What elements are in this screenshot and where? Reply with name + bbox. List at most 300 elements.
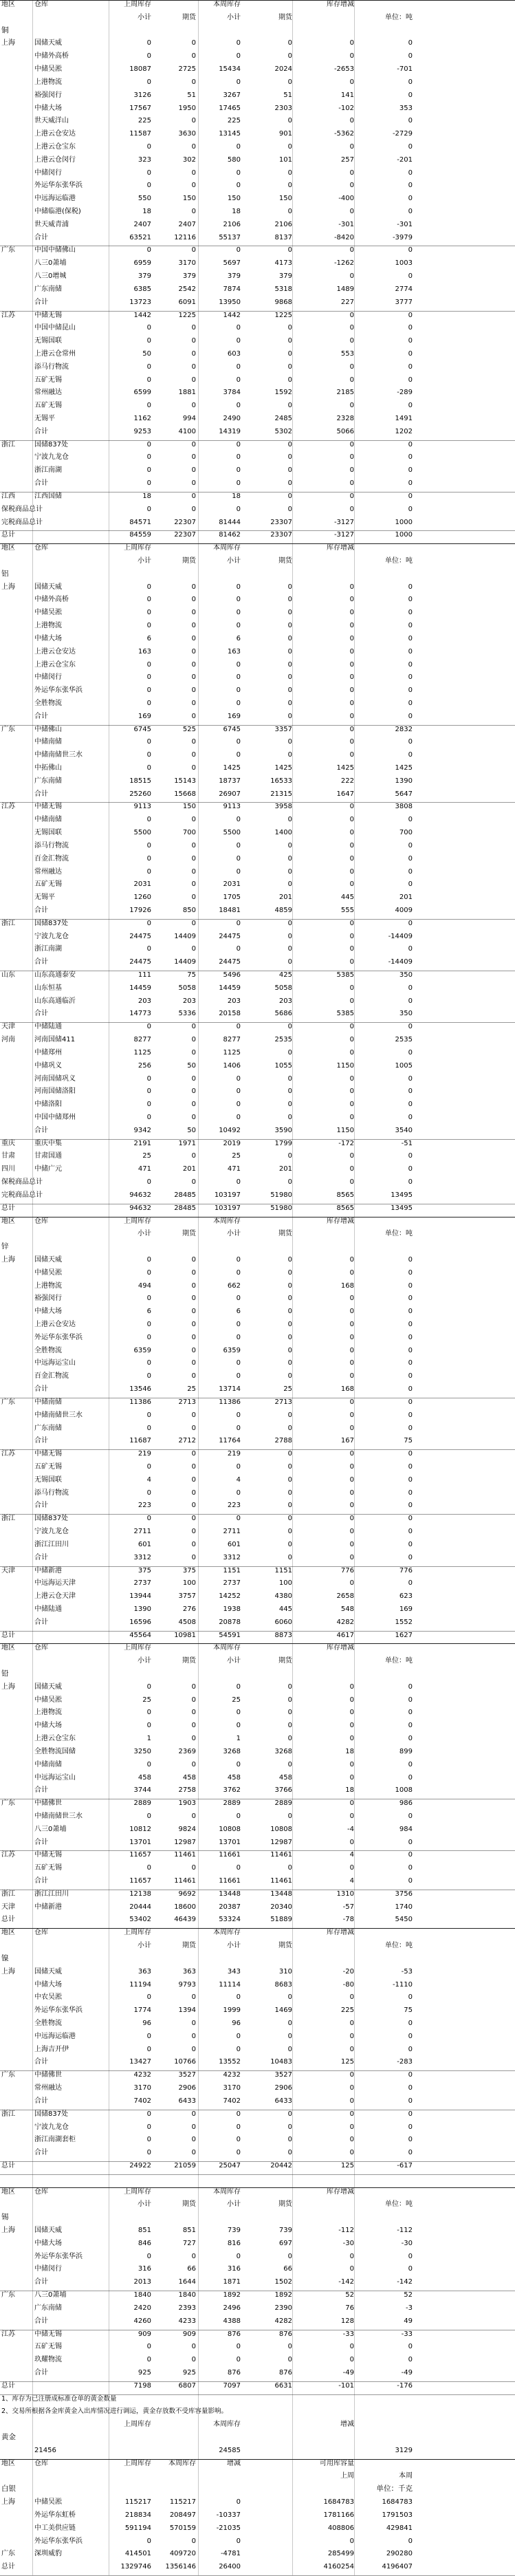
this-week-futures-cell: 0 xyxy=(287,2343,292,2351)
this-week-subtotal-cell: 0 xyxy=(236,816,241,824)
stock-change-cell: -78 xyxy=(342,1916,354,1924)
table-row xyxy=(0,2304,515,2313)
last-week-futures-cell: 727 xyxy=(182,2239,196,2247)
last-week-futures-cell: 14409 xyxy=(174,958,196,966)
last-week-subtotal-cell: 0 xyxy=(146,362,151,371)
futures-change-cell: 0 xyxy=(408,1048,413,1057)
stock-change-cell: -112 xyxy=(338,2227,354,2235)
this-week-subtotal-cell: 0 xyxy=(236,1812,241,1820)
this-week-futures-cell: 0 xyxy=(287,945,292,953)
this-week-futures-cell: 0 xyxy=(287,1295,292,1303)
last-week-subtotal-cell xyxy=(110,570,151,578)
this-week-futures-cell xyxy=(244,2459,292,2468)
futures-change-cell: 0 xyxy=(408,1268,413,1277)
this-week-subtotal-cell: 0 xyxy=(236,2032,241,2040)
this-week-futures-cell: 425 xyxy=(278,971,292,979)
last-week-subtotal-cell: 0 xyxy=(146,660,151,669)
region-cell xyxy=(1,1009,34,1018)
table-row xyxy=(0,52,515,61)
stock-change-cell xyxy=(296,2174,354,2183)
last-week-futures-cell: 1394 xyxy=(178,2006,196,2015)
total-row xyxy=(0,2381,515,2390)
this-week-futures-cell: 4282 xyxy=(274,2317,292,2325)
last-week-subtotal-cell: 5500 xyxy=(133,829,151,837)
warehouse-cell: 无锡国联 xyxy=(34,1475,62,1484)
last-week-futures-cell: 3630 xyxy=(178,130,196,138)
stock-change-cell: 0 xyxy=(349,1165,354,1173)
futures-change-cell: 0 xyxy=(408,841,413,849)
last-week-subtotal-cell: 0 xyxy=(146,466,151,475)
last-week-subtotal-cell: 上周库存 xyxy=(124,1929,151,1937)
region-cell xyxy=(1,1540,34,1549)
last-week-subtotal-cell: 1840 xyxy=(133,2291,151,2299)
region-cell xyxy=(1,673,34,682)
warehouse-cell: 中储吴淞 xyxy=(34,65,62,74)
futures-change-cell: 1000 xyxy=(395,531,413,539)
this-week-futures-cell xyxy=(244,2537,292,2546)
last-week-subtotal-cell: 6745 xyxy=(133,725,151,733)
futures-change-cell: -289 xyxy=(397,389,413,397)
warehouse-cell: 中储大场 xyxy=(34,104,62,112)
region-cell xyxy=(1,181,34,190)
region-cell xyxy=(1,78,34,87)
table-row xyxy=(0,1850,515,1859)
stock-change-cell xyxy=(296,2200,354,2209)
this-week-futures-cell: 0 xyxy=(287,440,292,448)
stock-change-cell: 0 xyxy=(349,2045,354,2053)
stock-change-cell: 0 xyxy=(349,1864,354,1872)
stock-change-cell: 0 xyxy=(349,880,354,889)
stock-change-cell: 5385 xyxy=(336,1010,354,1018)
futures-change-cell: -14409 xyxy=(388,932,413,940)
this-week-futures-cell: 5058 xyxy=(274,984,292,992)
region-cell: 总计 xyxy=(1,1204,15,1212)
futures-change-cell: 0 xyxy=(408,1372,413,1381)
futures-change-cell: 0 xyxy=(408,2537,413,2545)
this-week-futures-cell: 0 xyxy=(287,867,292,876)
last-week-futures-cell: 22307 xyxy=(174,518,196,526)
region-cell: 广东 xyxy=(1,1799,15,1808)
this-week-futures-cell: 0 xyxy=(287,1321,292,1329)
table-row xyxy=(0,1255,515,1264)
region-cell: 铅 xyxy=(1,1669,9,1678)
futures-change-cell: 0 xyxy=(408,337,413,345)
warehouse-cell: 中国中储佛山 xyxy=(34,246,76,255)
last-week-futures-cell: 期货 xyxy=(182,1230,196,1238)
region-cell xyxy=(1,2045,34,2054)
region-cell xyxy=(1,233,34,242)
warehouse-cell xyxy=(34,2485,110,2493)
region-cell xyxy=(1,1825,34,1834)
stock-change-cell xyxy=(296,1954,354,1963)
warehouse-cell: 中国中储郑州 xyxy=(34,1114,76,1121)
warehouse-cell xyxy=(34,2213,110,2222)
region-cell xyxy=(1,466,34,475)
last-week-futures-cell: 700 xyxy=(182,829,196,837)
stock-change-cell: 0 xyxy=(349,1346,354,1354)
table-subheader-row xyxy=(0,1229,515,1238)
stock-change-cell: 0 xyxy=(349,1114,354,1121)
futures-change-cell: 0 xyxy=(408,2045,413,2053)
last-week-futures-cell: 10981 xyxy=(174,1631,196,1639)
last-week-subtotal-cell: 414501 xyxy=(124,2550,151,2558)
stock-change-cell: 库存增减 xyxy=(327,1929,354,1937)
last-week-futures-cell: 276 xyxy=(182,1605,196,1613)
stock-change-cell xyxy=(296,570,354,578)
this-week-subtotal-cell: 0 xyxy=(236,867,241,876)
warehouse-cell: 常州融达 xyxy=(34,2084,62,2092)
region-cell xyxy=(1,1333,34,1342)
region-cell xyxy=(1,1876,34,1885)
table-row xyxy=(0,1061,515,1070)
last-week-subtotal-cell: 16596 xyxy=(129,1618,151,1626)
table-row xyxy=(0,1100,515,1109)
region-cell: 上海 xyxy=(1,1682,15,1691)
region-cell xyxy=(1,2083,34,2092)
futures-change-cell: 0 xyxy=(408,324,413,332)
region-cell xyxy=(1,1721,34,1730)
futures-change-cell: 0 xyxy=(408,1295,413,1303)
last-week-subtotal-cell: 494 xyxy=(138,1281,151,1290)
this-week-futures-cell: 期货 xyxy=(278,557,292,565)
this-week-futures-cell: 3268 xyxy=(274,1747,292,1755)
futures-change-cell: 0 xyxy=(408,1851,413,1859)
this-week-subtotal-cell: 662 xyxy=(227,1281,241,1290)
stock-change-cell: 0 xyxy=(349,1812,354,1820)
stock-change-cell xyxy=(296,13,354,22)
table-row xyxy=(0,1346,515,1355)
futures-change-cell: 1627 xyxy=(395,1631,413,1639)
region-cell xyxy=(1,764,34,772)
last-week-futures-cell: 4508 xyxy=(178,1618,196,1626)
futures-change-cell: 单位：吨 xyxy=(385,557,413,565)
table-row xyxy=(0,1967,515,1976)
futures-change-cell: 0 xyxy=(408,2123,413,2131)
this-week-subtotal-cell: 0 xyxy=(236,686,241,695)
table-row xyxy=(0,1773,515,1782)
stock-change-cell: 0 xyxy=(349,1295,354,1303)
warehouse-cell: 国储837处 xyxy=(34,919,69,927)
table-subheader-row xyxy=(0,556,515,565)
stock-change-cell: -142 xyxy=(338,2278,354,2286)
this-week-futures-cell: 1502 xyxy=(274,2278,292,2286)
this-week-subtotal-cell: 13145 xyxy=(219,130,241,138)
futures-change-cell: 1791503 xyxy=(382,2511,413,2519)
table-row xyxy=(0,142,515,151)
region-cell: 浙江 xyxy=(1,1890,15,1898)
last-week-subtotal-cell: 323 xyxy=(138,155,151,164)
last-week-subtotal-cell: 0 xyxy=(146,1321,151,1329)
total-row xyxy=(0,1553,515,1562)
last-week-futures-cell: 1881 xyxy=(178,389,196,397)
table-row xyxy=(0,1449,515,1458)
warehouse-cell: 中储陆通 xyxy=(34,1605,62,1613)
last-week-futures-cell: 0 xyxy=(191,738,196,746)
last-week-subtotal-cell: 0 xyxy=(146,1709,151,1717)
this-week-futures-cell: 0 xyxy=(287,1411,292,1419)
futures-change-cell: 0 xyxy=(408,1281,413,1290)
stock-change-cell: 141 xyxy=(340,91,354,99)
this-week-futures-cell: 3590 xyxy=(274,1126,292,1134)
region-cell xyxy=(1,1747,34,1756)
region-cell xyxy=(1,1579,34,1588)
table-row xyxy=(0,984,515,993)
table-row xyxy=(0,1398,515,1407)
this-week-futures-cell: 0 xyxy=(287,1735,292,1743)
this-week-futures-cell: 0 xyxy=(287,1696,292,1704)
last-week-subtotal-cell: 0 xyxy=(146,622,151,630)
warehouse-cell xyxy=(34,2407,110,2416)
last-week-futures-cell xyxy=(155,2187,196,2196)
this-week-futures-cell xyxy=(244,1954,292,1963)
last-week-subtotal-cell: 1260 xyxy=(133,894,151,902)
region-cell xyxy=(1,1734,34,1743)
futures-change-cell: 0 xyxy=(408,1333,413,1341)
warehouse-cell: 裕强闵行 xyxy=(34,1295,62,1303)
last-week-subtotal-cell: 0 xyxy=(146,1760,151,1768)
table-row xyxy=(0,207,515,216)
this-week-futures-cell: 0 xyxy=(287,699,292,707)
region-cell xyxy=(1,1346,34,1355)
futures-change-cell: 0 xyxy=(408,1321,413,1329)
last-week-subtotal-cell: 0 xyxy=(146,2149,151,2157)
warehouse-cell: 全胜物流 xyxy=(34,699,62,707)
last-week-futures-cell: 0 xyxy=(191,2019,196,2027)
stock-change-cell: 285499 xyxy=(327,2550,354,2558)
warehouse-cell: 国储天威 xyxy=(34,2227,62,2235)
last-week-subtotal-cell: 0 xyxy=(146,1682,151,1691)
warehouse-cell: 上港云仓宝东 xyxy=(34,1735,76,1743)
this-week-futures-cell: 0 xyxy=(287,182,292,190)
last-week-subtotal-cell xyxy=(110,1242,151,1251)
table-row xyxy=(0,323,515,332)
last-week-futures-cell xyxy=(155,1217,196,1226)
this-week-subtotal-cell xyxy=(199,1954,241,1963)
futures-change-cell: 0 xyxy=(408,583,413,591)
warehouse-cell: 外运华东张华浜 xyxy=(34,1333,83,1341)
last-week-futures-cell: 6433 xyxy=(178,2097,196,2105)
table-row xyxy=(0,440,515,449)
this-week-futures-cell xyxy=(244,2174,292,2183)
region-cell: 保税商品总计 xyxy=(1,505,43,513)
futures-change-cell: 0 xyxy=(408,78,413,86)
this-week-subtotal-cell: 225 xyxy=(227,117,241,125)
this-week-subtotal-cell: 15434 xyxy=(219,65,241,74)
table-rule xyxy=(0,0,515,1)
last-week-futures-cell: 4100 xyxy=(178,427,196,435)
region-cell xyxy=(1,1424,34,1433)
last-week-futures-cell: 51 xyxy=(187,91,196,99)
this-week-futures-cell: 0 xyxy=(287,622,292,630)
last-week-subtotal-cell: 上周库存 xyxy=(124,2459,151,2467)
stock-change-cell: 5385 xyxy=(336,971,354,979)
this-week-subtotal-cell: 24475 xyxy=(219,932,241,940)
last-week-subtotal-cell: 96 xyxy=(142,2019,151,2027)
futures-change-cell: 429841 xyxy=(386,2524,413,2532)
total-row xyxy=(0,1126,515,1135)
last-week-futures-cell: 0 xyxy=(191,362,196,371)
region-cell xyxy=(1,2446,34,2455)
last-week-subtotal-cell: 550 xyxy=(138,195,151,203)
last-week-futures-cell: 75 xyxy=(187,971,196,979)
this-week-futures-cell: 0 xyxy=(287,2045,292,2053)
stock-change-cell: 0 xyxy=(349,1359,354,1367)
last-week-subtotal-cell: 18087 xyxy=(129,65,151,74)
warehouse-cell xyxy=(34,2562,110,2571)
futures-change-cell: 0 xyxy=(408,1760,413,1768)
region-cell xyxy=(1,1268,34,1277)
this-week-subtotal-cell: 0 xyxy=(236,2110,241,2118)
last-week-subtotal-cell: 925 xyxy=(138,2368,151,2377)
warehouse-cell: 八三0增城 xyxy=(34,272,67,281)
region-cell: 天津 xyxy=(1,1023,15,1031)
this-week-subtotal-cell: 0 xyxy=(236,39,241,47)
table-rule xyxy=(0,1928,515,1929)
warehouse-cell: 中储无锡 xyxy=(34,311,62,319)
warehouse-cell: 中储巩义 xyxy=(34,1061,62,1070)
warehouse-cell: 中储洛阳 xyxy=(34,1101,62,1109)
this-week-subtotal-cell: 2711 xyxy=(223,1528,241,1536)
this-week-futures-cell xyxy=(244,2562,292,2571)
stock-change-cell: 0 xyxy=(349,1553,354,1561)
futures-change-cell: -301 xyxy=(397,220,413,228)
last-week-subtotal-cell: 9113 xyxy=(133,803,151,811)
stock-change-cell: 0 xyxy=(349,2019,354,2027)
last-week-futures-cell: 0 xyxy=(191,1450,196,1458)
region-cell xyxy=(1,1385,34,1394)
total-row xyxy=(0,1786,515,1795)
last-week-futures-cell: 0 xyxy=(191,479,196,488)
this-week-subtotal-cell: 26400 xyxy=(219,2563,241,2571)
warehouse-cell: 仓库 xyxy=(34,1,48,8)
region-cell: 地区 xyxy=(1,1929,15,1937)
stock-change-cell: 0 xyxy=(349,208,354,216)
last-week-futures-cell: 4233 xyxy=(178,2317,196,2325)
stock-change-cell: -33 xyxy=(342,2330,354,2338)
table-row xyxy=(0,595,515,604)
this-week-subtotal-cell: 163 xyxy=(227,647,241,656)
futures-change-cell: -2729 xyxy=(392,130,413,138)
this-week-subtotal-cell: 0 xyxy=(236,1864,241,1872)
last-week-subtotal-cell: 6 xyxy=(146,634,151,642)
this-week-subtotal-cell: 0 xyxy=(236,1074,241,1083)
this-week-subtotal-cell: 4388 xyxy=(223,2317,241,2325)
last-week-futures-cell xyxy=(155,2394,196,2403)
last-week-futures-cell: 1356146 xyxy=(165,2563,196,2571)
futures-change-cell: 0 xyxy=(408,1722,413,1730)
last-week-futures-cell: 1903 xyxy=(178,1799,196,1808)
futures-change-cell xyxy=(358,1217,413,1226)
last-week-subtotal-cell: 上周库存 xyxy=(124,1,151,8)
last-week-futures-cell: 5336 xyxy=(178,1010,196,1018)
table-header-row xyxy=(0,543,515,552)
warehouse-cell: 上海吉开伊 xyxy=(34,2045,69,2053)
table-row xyxy=(0,349,515,358)
region-cell: 镍 xyxy=(1,1953,9,1962)
this-week-futures-cell: 期货 xyxy=(278,1230,292,1238)
this-week-futures-cell: 0 xyxy=(287,337,292,345)
last-week-subtotal-cell: 223 xyxy=(138,1502,151,1510)
last-week-futures-cell: 0 xyxy=(191,1424,196,1432)
region-cell xyxy=(1,984,34,993)
stock-change-cell: 0 xyxy=(349,686,354,695)
stock-change-cell: 0 xyxy=(349,1760,354,1768)
this-week-subtotal-cell: 10808 xyxy=(219,1825,241,1833)
this-week-futures-cell: 4173 xyxy=(274,259,292,268)
warehouse-cell xyxy=(34,570,110,578)
table-row xyxy=(0,311,515,320)
futures-change-cell: 0 xyxy=(408,117,413,125)
last-week-subtotal-cell: 2889 xyxy=(133,1799,151,1808)
metal-section-row xyxy=(0,1954,515,1963)
this-week-subtotal-cell: 7097 xyxy=(223,2381,241,2390)
futures-change-cell: 13495 xyxy=(391,1191,413,1199)
this-week-subtotal-cell: 11114 xyxy=(219,1980,241,1989)
region-cell xyxy=(1,2537,34,2546)
last-week-futures-cell: 0 xyxy=(191,609,196,617)
this-week-futures-cell: 0 xyxy=(287,1450,292,1458)
this-week-subtotal-cell: 0 xyxy=(236,622,241,630)
table-row xyxy=(0,1139,515,1148)
table-row xyxy=(0,647,515,656)
region-cell: 天津 xyxy=(1,1566,15,1574)
last-week-subtotal-cell xyxy=(110,2471,151,2480)
stock-change-cell: -3127 xyxy=(333,531,354,539)
metal-section-row xyxy=(0,1669,515,1678)
this-week-subtotal-cell: 601 xyxy=(227,1540,241,1548)
last-week-futures-cell: 909 xyxy=(182,2330,196,2338)
warehouse-cell: 中储南储 xyxy=(34,1760,62,1768)
this-week-subtotal-cell xyxy=(199,570,241,578)
region-cell xyxy=(1,1100,34,1109)
warehouse-cell: 中远海运天津 xyxy=(34,1579,76,1588)
total-row xyxy=(0,2148,515,2157)
this-week-futures-cell: 0 xyxy=(287,479,292,488)
region-cell xyxy=(1,1592,34,1601)
this-week-futures-cell: 51 xyxy=(283,91,292,99)
table-row xyxy=(0,466,515,475)
stock-change-cell: 4 xyxy=(349,1851,354,1859)
this-week-futures-cell: 0 xyxy=(287,376,292,384)
this-week-futures-cell: 150 xyxy=(278,195,292,203)
stock-change-cell: 0 xyxy=(349,1799,354,1808)
warehouse-cell: 世天威洋山 xyxy=(34,117,69,125)
futures-change-cell: -283 xyxy=(397,2058,413,2066)
last-week-subtotal-cell: 84559 xyxy=(129,531,151,539)
last-week-subtotal-cell: 94632 xyxy=(129,1204,151,1212)
futures-change-cell: 0 xyxy=(408,1515,413,1523)
last-week-subtotal-cell: 0 xyxy=(146,609,151,617)
region-cell: 完税商品总计 xyxy=(1,518,43,526)
total-row xyxy=(0,712,515,721)
this-week-subtotal-cell: 7874 xyxy=(223,285,241,293)
this-week-futures-cell: 6631 xyxy=(274,2381,292,2390)
stock-change-cell: 0 xyxy=(349,1411,354,1419)
table-row xyxy=(0,737,515,746)
this-week-subtotal-cell xyxy=(199,2485,241,2493)
region-cell: 上海 xyxy=(1,1255,15,1264)
region-cell: 总计 xyxy=(1,2563,15,2571)
futures-change-cell xyxy=(358,2433,413,2442)
last-week-subtotal-cell: 851 xyxy=(138,2227,151,2235)
total-row xyxy=(0,2317,515,2326)
futures-change-cell: 0 xyxy=(408,1385,413,1394)
total-row xyxy=(0,1838,515,1847)
futures-change-cell: 0 xyxy=(408,1152,413,1160)
total-row xyxy=(0,1876,515,1885)
stock-change-cell: 0 xyxy=(349,376,354,384)
futures-change-cell: 单位：吨 xyxy=(385,1230,413,1238)
